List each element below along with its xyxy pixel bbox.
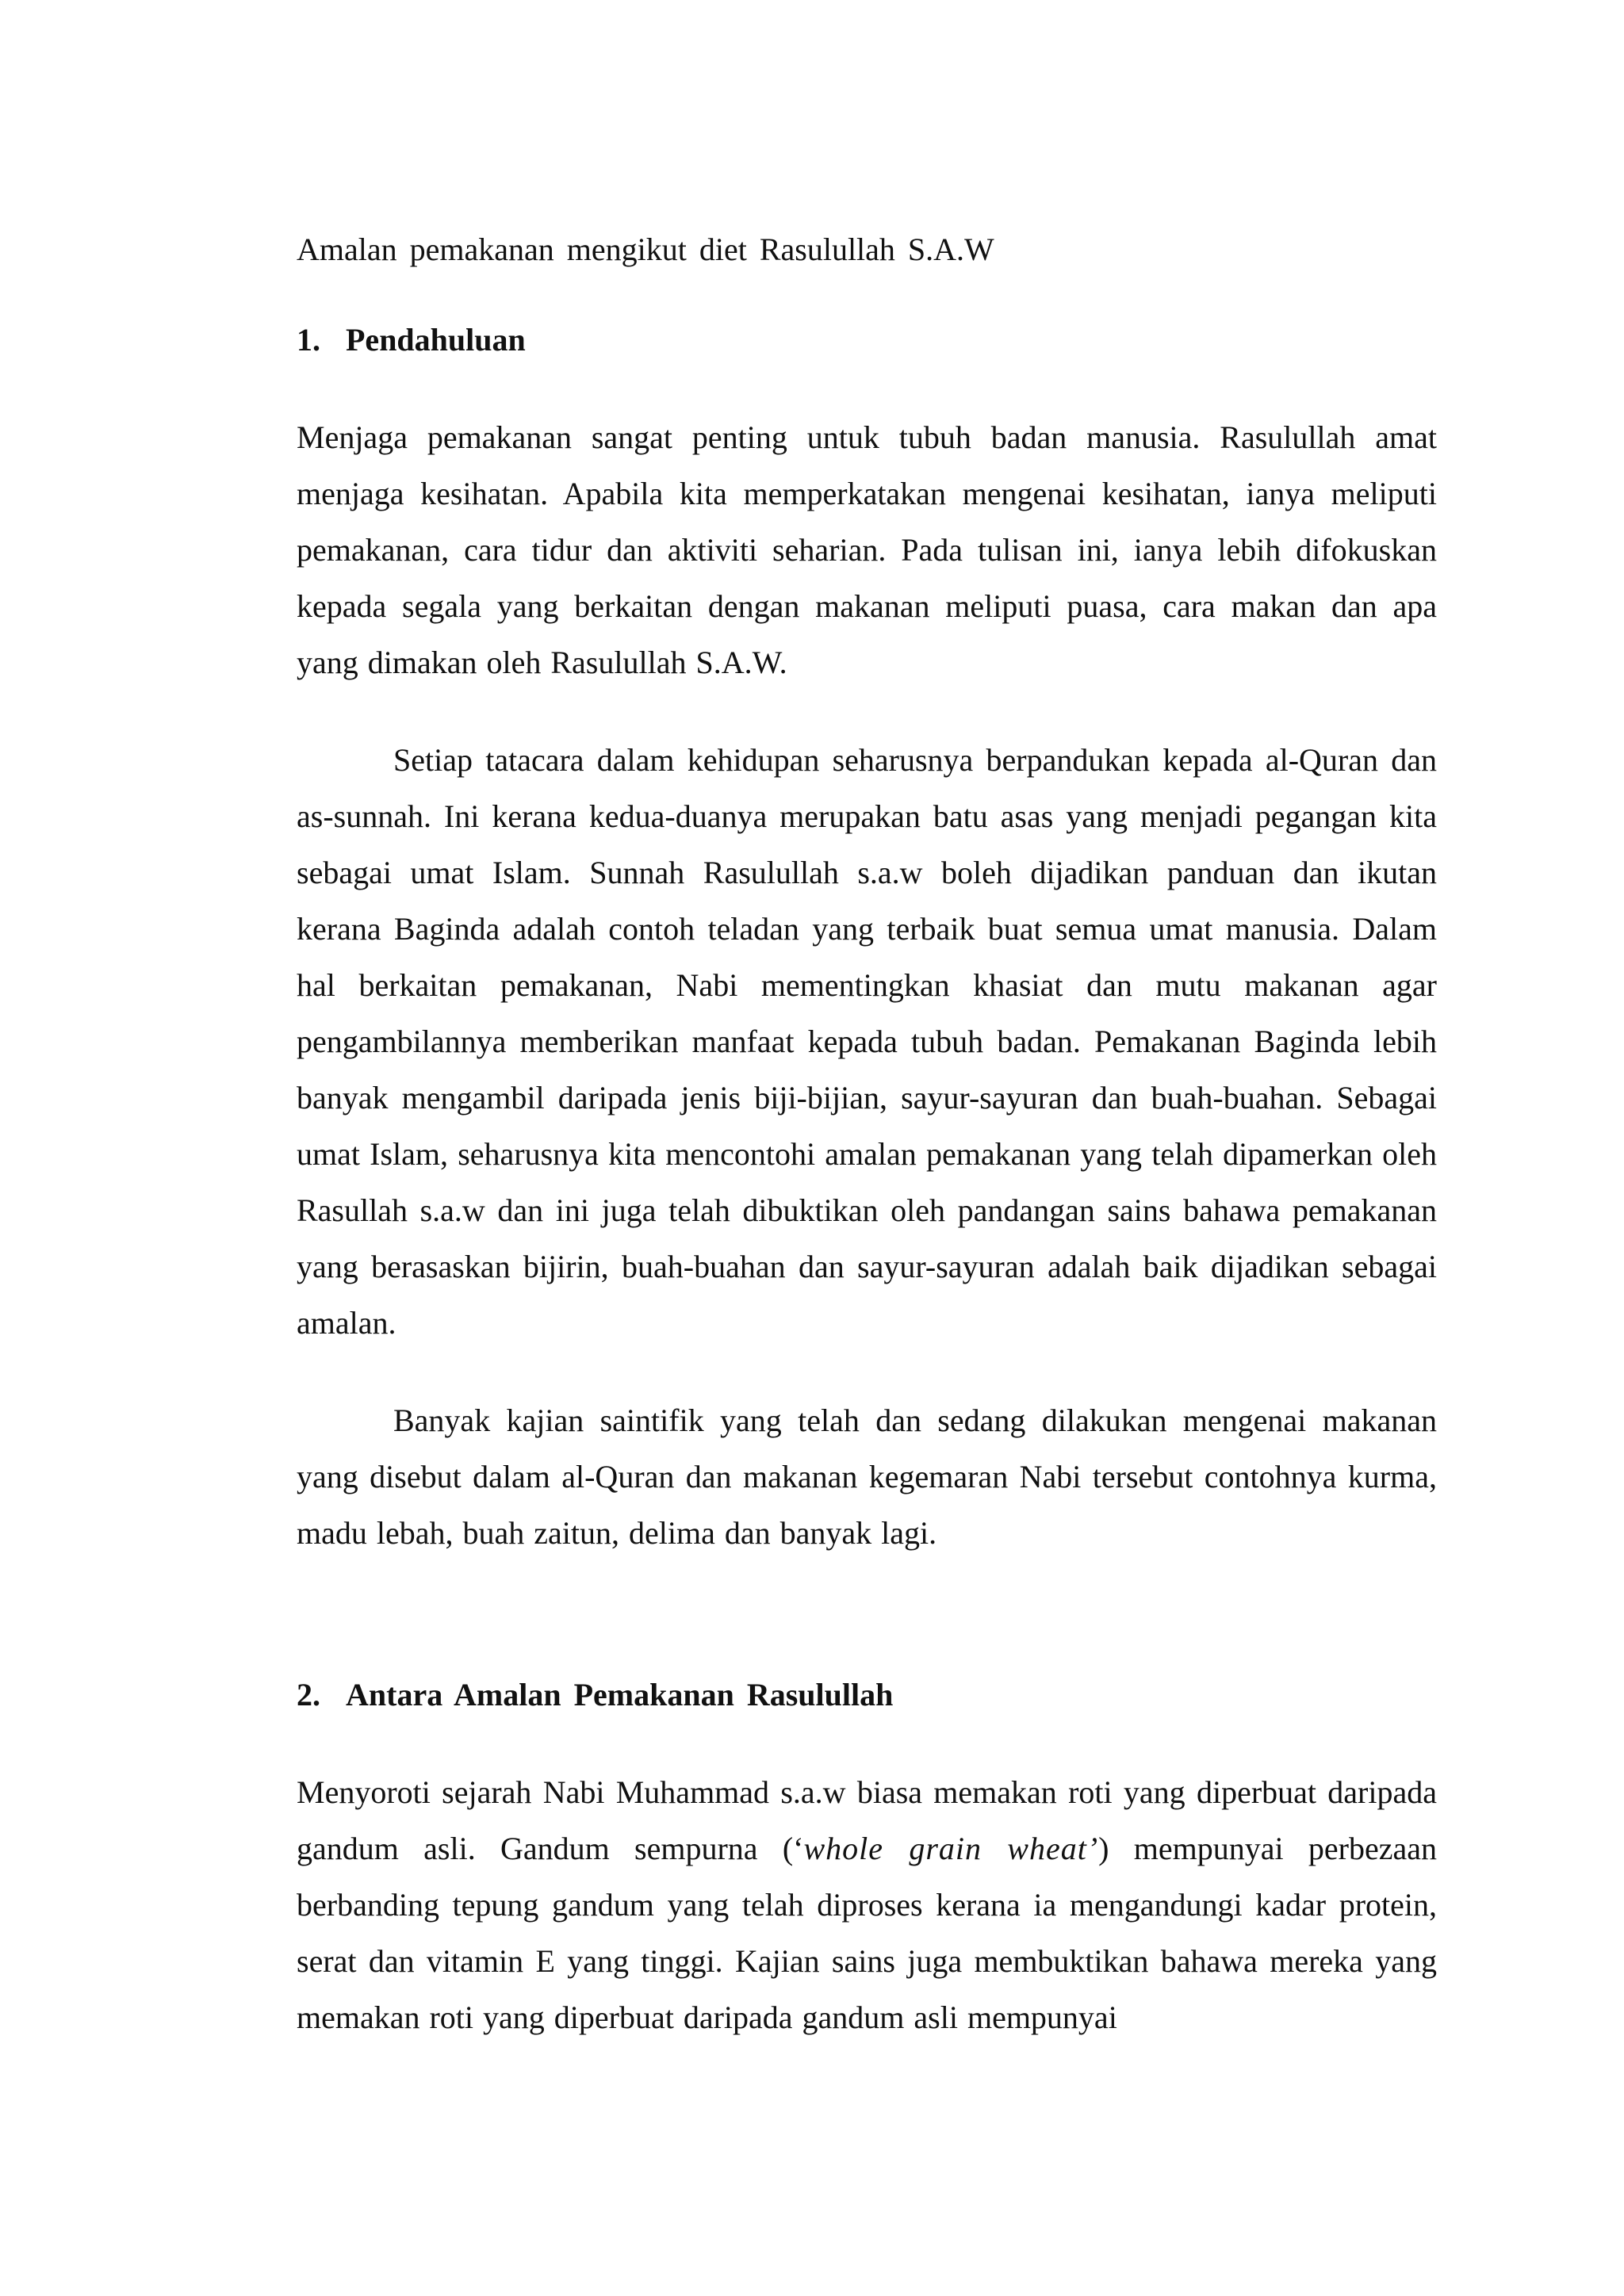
section-2-number: 2.: [297, 1677, 320, 1712]
section-1-title: Pendahuluan: [346, 322, 526, 358]
document-title: Amalan pemakanan mengikut diet Rasulullah S.A.W: [297, 232, 994, 267]
section-1-paragraph-1: Menjaga pemakanan sangat penting untuk tubuh badan manusia. Rasulullah amat menjaga kesihatan. Apabila kita memperkatakan mengenai kesihatan, ianya meliputi pemakanan, cara tidur dan aktiviti seharian. Pada tulisan ini, ianya lebih difokuskan kepada segala yang berkaitan dengan makanan meliputi puasa, cara makan dan apa yang dimakan oleh Rasulullah S.A.W.: [297, 419, 1437, 680]
section-1-paragraph-2: Setiap tatacara dalam kehidupan seharusnya berpandukan kepada al-Quran dan as-sunnah. Ini kerana kedua-duanya merupakan batu asas yang menjadi pegangan kita sebagai umat Islam. Sunnah Rasulullah s.a.w boleh dijadikan panduan dan ikutan kerana Baginda adalah contoh teladan yang terbaik buat semua umat manusia. Dalam hal berkaitan pemakanan, Nabi mementingkan khasiat dan mutu makanan agar pengambilannya memberikan manfaat kepada tubuh badan. Pemakanan Baginda lebih banyak mengambil daripada jenis biji-bijian, sayur-sayuran dan buah-buahan. Sebagai umat Islam, seharusnya kita mencontohi amalan pemakanan yang telah dipamerkan oleh Rasullah s.a.w dan ini juga telah dibuktikan oleh pandangan sains bahawa pemakanan yang berasaskan bijirin, buah-buahan dan sayur-sayuran adalah baik dijadikan sebagai amalan.: [297, 742, 1437, 1341]
section-1-paragraph-3: Banyak kajian saintifik yang telah dan sedang dilakukan mengenai makanan yang disebut dalam al-Quran dan makanan kegemaran Nabi tersebut contohnya kurma, madu lebah, buah zaitun, delima dan banyak lagi.: [297, 1402, 1437, 1551]
section-2-paragraph-1: [297, 1764, 1437, 2045]
section-2-title: Antara Amalan Pemakanan Rasulullah: [346, 1677, 894, 1712]
section-2-paragraph-text-start: Menyoroti sejarah Nabi Muhammad s.a.w biasa memakan roti yang diperbuat daripada gandum asli. Gandum sempurna (‘: [297, 1774, 1437, 1866]
section-1-number: 1.: [297, 322, 320, 358]
section-1-heading: [297, 317, 1437, 363]
section-2-heading: [297, 1672, 1437, 1718]
document-body: [297, 227, 1437, 2045]
italic-phrase: whole grain wheat’: [803, 1831, 1099, 1866]
section-2-paragraph-text-end: ) mempunyai perbezaan berbanding tepung gandum yang telah diproses kerana ia mengandungi kadar protein, serat dan vitamin E yang tinggi. Kajian sains juga membuktikan bahawa mereka yang memakan roti yang diperbuat daripada gandum asli mempunyai: [297, 1831, 1437, 2035]
